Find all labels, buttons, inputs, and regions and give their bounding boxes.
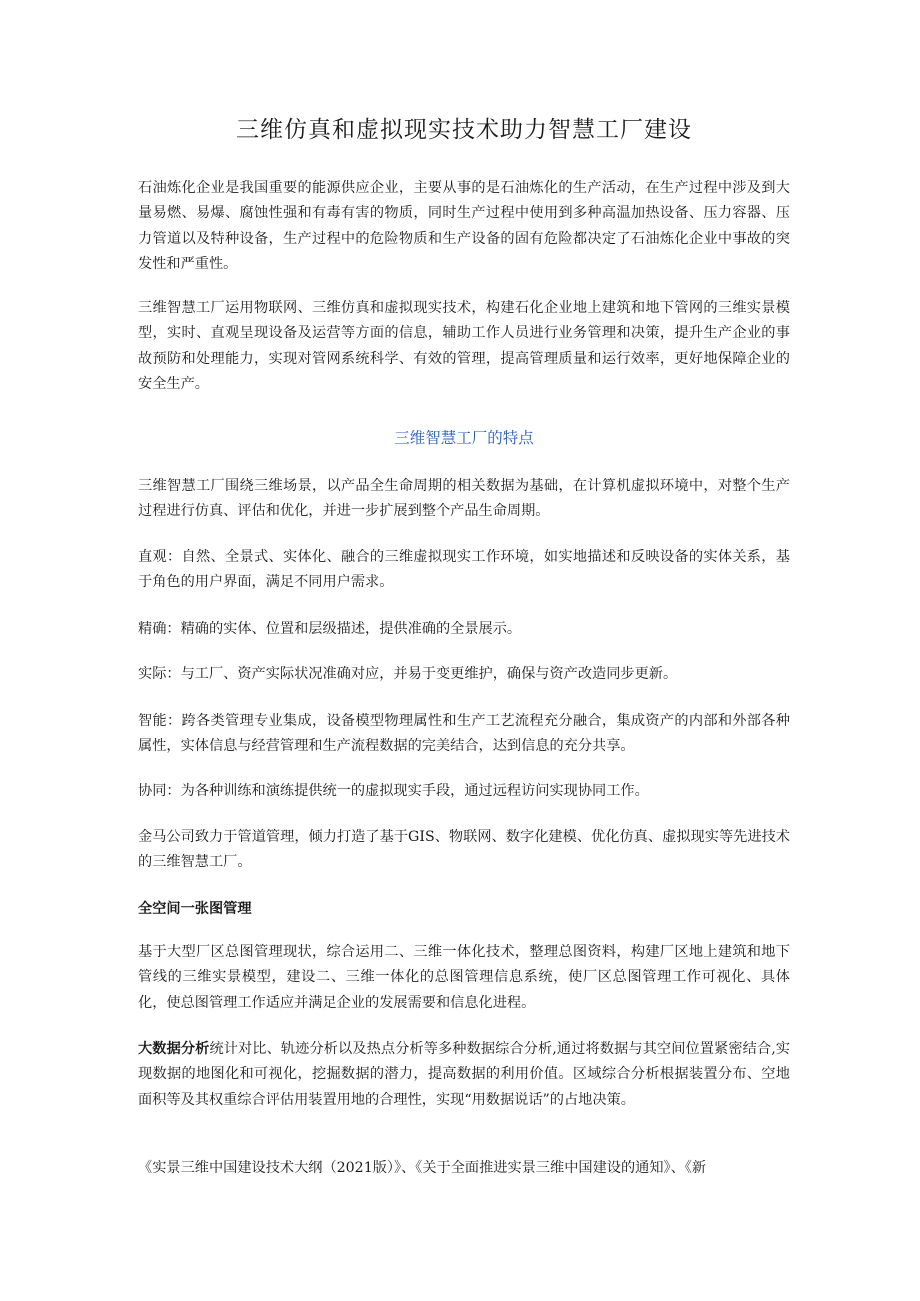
- paragraph-feature-actual: 实际：与工厂、资产实际状况准确对应，并易于变更维护，确保与资产改造同步更新。: [138, 666, 678, 682]
- paragraph-features-intro: 三维智慧工厂围绕三维场景，以产品全生命周期的相关数据为基础，在计算机虚拟环境中，对整个生产过程进行仿真、评估和优化，并进一步扩展到整个产品生命周期。: [138, 478, 790, 520]
- section-heading-features: 三维智慧工厂的特点: [394, 429, 534, 447]
- bigdata-body: 统计对比、轨迹分析以及热点分析等多种数据综合分析,通过将数据与其空间位置紧密结合,实现数据的地图化和可视化，挖掘数据的潜力，提高数据的利用价值。区域综合分析根据装置分布、空地面积等及其权重综合评估用装置用地的合理性，实现“用数据说话”的占地决策。: [138, 1041, 790, 1108]
- paragraph-bigdata: [138, 1037, 790, 1113]
- document-title: 三维仿真和虚拟现实技术助力智慧工厂建设: [236, 117, 692, 143]
- paragraph-feature-precise: 精确：精确的实体、位置和层级描述，提供准确的全景展示。: [138, 621, 522, 637]
- paragraph-intro-2: 三维智慧工厂运用物联网、三维仿真和虚拟现实技术，构建石化企业地上建筑和地下管网的三维实景模型，实时、直观呈现设备及运营等方面的信息，辅助工作人员进行业务管理和决策，提升生产企业的事故预防和处理能力，实现对管网系统科学、有效的管理，提高管理质量和运行效率，更好地保障企业的安全生产。: [138, 300, 790, 393]
- paragraph-feature-collab: 协同：为各种训练和演练提供统一的虚拟现实手段，通过远程访问实现协同工作。: [138, 783, 649, 799]
- paragraph-feature-intuitive: 直观：自然、全景式、实体化、融合的三维虚拟现实工作环境，如实地描述和反映设备的实体关系，基于角色的用户界面，满足不同用户需求。: [138, 549, 790, 591]
- paragraph-map-body: 基于大型厂区总图管理现状，综合运用二、三维一体化技术，整理总图资料，构建厂区地上建筑和地下管线的三维实景模型，建设二、三维一体化的总图管理信息系统，使厂区总图管理工作可视化、具体化，使总图管理工作适应并满足企业的发展需要和信息化进程。: [138, 944, 790, 1011]
- paragraph-company: 金马公司致力于管道管理，倾力打造了基于GIS、物联网、数字化建模、优化仿真、虚拟现实等先进技术的三维智慧工厂。: [138, 829, 790, 871]
- section-heading-map: 全空间一张图管理: [138, 901, 252, 917]
- paragraph-intro-1: 石油炼化企业是我国重要的能源供应企业，主要从事的是石油炼化的生产活动，在生产过程中涉及到大量易燃、易爆、腐蚀性强和有毒有害的物质，同时生产过程中使用到多种高温加热设备、压力容器、压力管道以及特种设备，生产过程中的危险物质和生产设备的固有危险都决定了石油炼化企业中事故的突发性和严重性。: [138, 180, 790, 273]
- paragraph-feature-smart: 智能：跨各类管理专业集成，设备模型物理属性和生产工艺流程充分融合，集成资产的内部和外部各种属性，实体信息与经营管理和生产流程数据的完美结合，达到信息的充分共享。: [138, 713, 790, 755]
- paragraph-references: 《实景三维中国建设技术大纲（2021版）》、《关于全面推进实景三维中国建设的通知》、《新: [138, 1160, 707, 1176]
- bigdata-lead: 大数据分析: [138, 1041, 210, 1057]
